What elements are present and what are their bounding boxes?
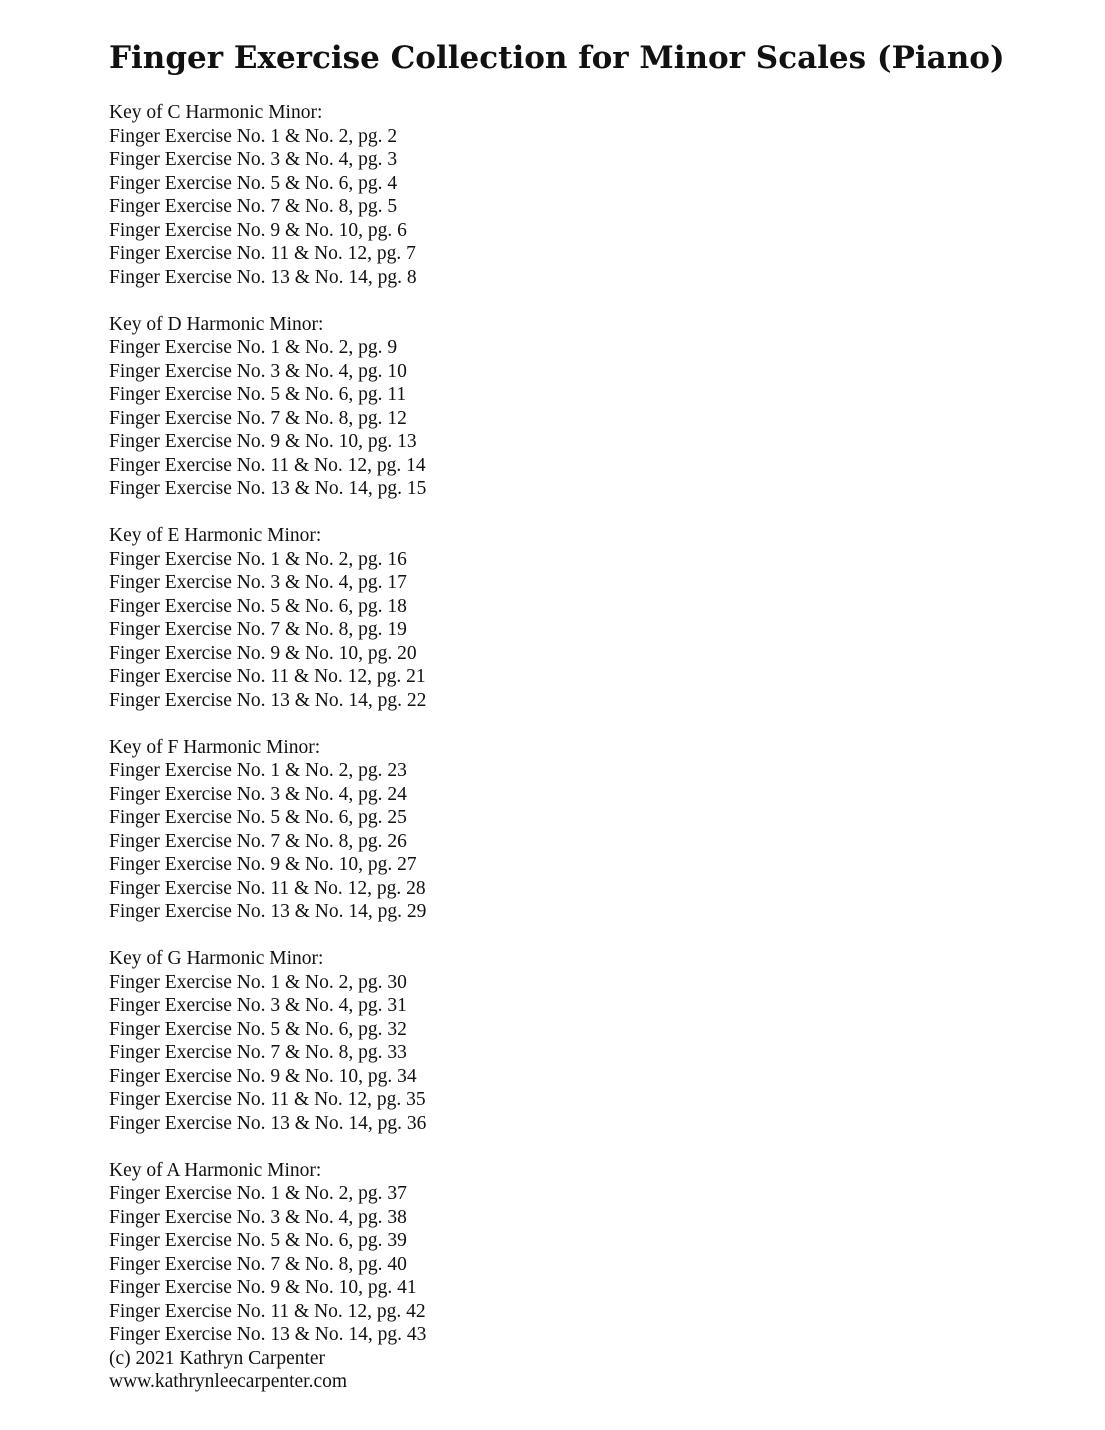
list-item: Finger Exercise No. 13 & No. 14, pg. 29 <box>109 901 427 922</box>
section-heading: Key of A Harmonic Minor: <box>109 1159 322 1181</box>
list-item: Finger Exercise No. 1 & No. 2, pg. 37 <box>109 1183 407 1204</box>
list-item: Finger Exercise No. 13 & No. 14, pg. 36 <box>109 1112 427 1134</box>
section-heading: Key of G Harmonic Minor: <box>109 948 324 969</box>
website-text: www.kathrynleecarpenter.com <box>109 1371 348 1392</box>
list-item: Finger Exercise No. 11 & No. 12, pg. 42 <box>109 1300 426 1322</box>
list-item: Finger Exercise No. 7 & No. 8, pg. 19 <box>109 619 407 640</box>
list-item: Finger Exercise No. 3 & No. 4, pg. 10 <box>109 360 407 382</box>
section-heading: Key of D Harmonic Minor: <box>109 313 324 335</box>
list-item: Finger Exercise No. 11 & No. 12, pg. 35 <box>109 1089 426 1110</box>
list-item: Finger Exercise No. 13 & No. 14, pg. 43 <box>109 1324 427 1345</box>
footer <box>109 1347 1069 1394</box>
list-item: Finger Exercise No. 5 & No. 6, pg. 25 <box>109 807 407 828</box>
section-heading: Key of E Harmonic Minor: <box>109 525 322 546</box>
section-heading: Key of F Harmonic Minor: <box>109 736 321 758</box>
section-list <box>109 101 1069 1394</box>
list-item: Finger Exercise No. 7 & No. 8, pg. 5 <box>109 196 398 217</box>
list-item: Finger Exercise No. 13 & No. 14, pg. 8 <box>109 266 417 288</box>
list-item: Finger Exercise No. 3 & No. 4, pg. 31 <box>109 995 407 1016</box>
document-page <box>109 38 1069 1394</box>
section-a-harmonic-minor <box>109 1159 1069 1394</box>
list-item: Finger Exercise No. 11 & No. 12, pg. 21 <box>109 666 426 687</box>
section-e-harmonic-minor <box>109 524 1069 712</box>
list-item: Finger Exercise No. 3 & No. 4, pg. 17 <box>109 572 407 593</box>
list-item: Finger Exercise No. 11 & No. 12, pg. 7 <box>109 243 416 264</box>
list-item: Finger Exercise No. 5 & No. 6, pg. 11 <box>109 384 407 405</box>
list-item: Finger Exercise No. 7 & No. 8, pg. 26 <box>109 830 407 852</box>
list-item: Finger Exercise No. 9 & No. 10, pg. 6 <box>109 219 407 241</box>
list-item: Finger Exercise No. 1 & No. 2, pg. 16 <box>109 548 407 570</box>
list-item: Finger Exercise No. 7 & No. 8, pg. 12 <box>109 407 407 429</box>
section-f-harmonic-minor <box>109 736 1069 924</box>
document-title: Finger Exercise Collection for Minor Scales (Piano) <box>109 40 1005 76</box>
list-item: Finger Exercise No. 3 & No. 4, pg. 3 <box>109 149 398 170</box>
list-item: Finger Exercise No. 11 & No. 12, pg. 28 <box>109 877 426 899</box>
list-item: Finger Exercise No. 9 & No. 10, pg. 34 <box>109 1065 417 1087</box>
list-item: Finger Exercise No. 9 & No. 10, pg. 41 <box>109 1277 417 1298</box>
list-item: Finger Exercise No. 3 & No. 4, pg. 24 <box>109 783 407 805</box>
list-item: Finger Exercise No. 5 & No. 6, pg. 32 <box>109 1018 407 1040</box>
list-item: Finger Exercise No. 5 & No. 6, pg. 4 <box>109 172 398 194</box>
section-d-harmonic-minor <box>109 313 1069 501</box>
list-item: Finger Exercise No. 13 & No. 14, pg. 15 <box>109 478 427 499</box>
list-item: Finger Exercise No. 1 & No. 2, pg. 2 <box>109 125 398 147</box>
list-item: Finger Exercise No. 9 & No. 10, pg. 20 <box>109 642 417 664</box>
list-item: Finger Exercise No. 9 & No. 10, pg. 13 <box>109 431 417 452</box>
section-c-harmonic-minor <box>109 101 1069 289</box>
list-item: Finger Exercise No. 7 & No. 8, pg. 40 <box>109 1253 407 1275</box>
section-heading: Key of C Harmonic Minor: <box>109 102 323 123</box>
section-g-harmonic-minor <box>109 947 1069 1135</box>
list-item: Finger Exercise No. 9 & No. 10, pg. 27 <box>109 854 417 875</box>
list-item: Finger Exercise No. 5 & No. 6, pg. 18 <box>109 595 407 617</box>
list-item: Finger Exercise No. 1 & No. 2, pg. 23 <box>109 760 407 781</box>
list-item: Finger Exercise No. 7 & No. 8, pg. 33 <box>109 1042 407 1063</box>
list-item: Finger Exercise No. 1 & No. 2, pg. 30 <box>109 971 407 993</box>
list-item: Finger Exercise No. 1 & No. 2, pg. 9 <box>109 337 398 358</box>
list-item: Finger Exercise No. 5 & No. 6, pg. 39 <box>109 1230 407 1251</box>
list-item: Finger Exercise No. 11 & No. 12, pg. 14 <box>109 454 426 476</box>
list-item: Finger Exercise No. 3 & No. 4, pg. 38 <box>109 1206 407 1228</box>
list-item: Finger Exercise No. 13 & No. 14, pg. 22 <box>109 689 427 711</box>
copyright-text: (c) 2021 Kathryn Carpenter <box>109 1347 326 1369</box>
